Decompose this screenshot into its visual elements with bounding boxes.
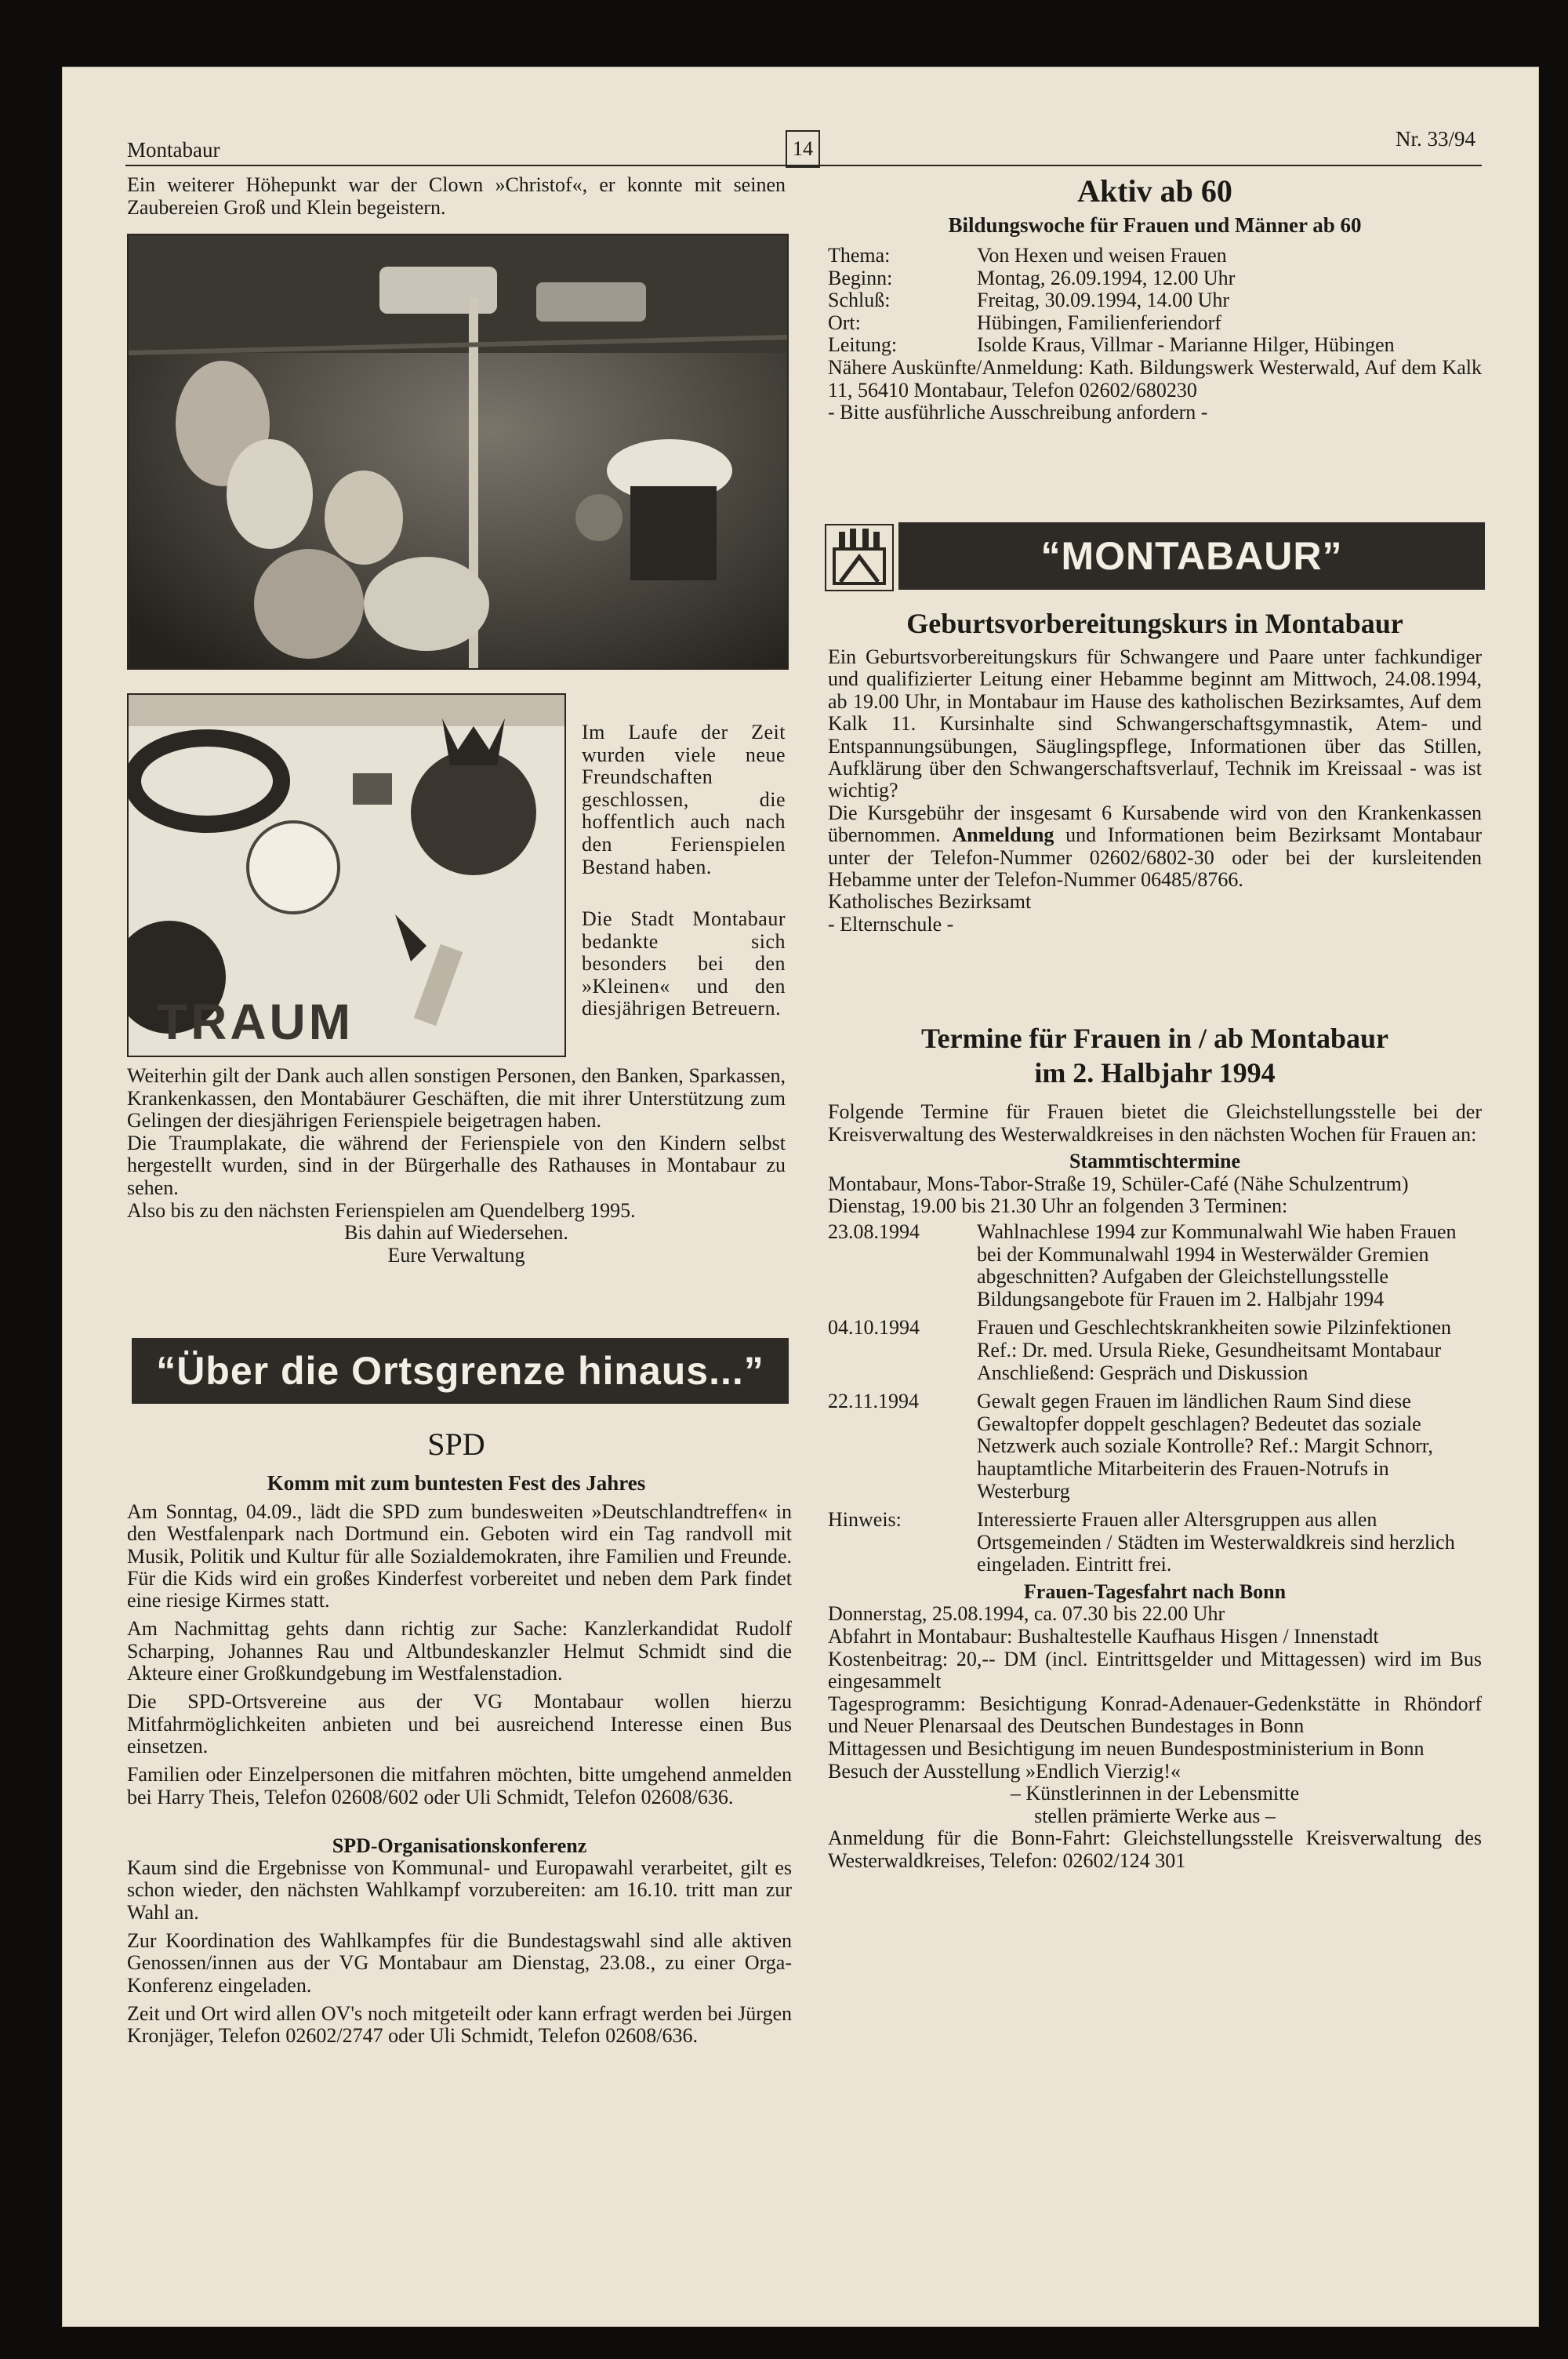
friendships-text: Im Laufe der Zeit wurden viele neue Freundschaften geschlossen, die hoffentlich auch nach den Ferienspielen Bestand haben.: [582, 721, 786, 878]
aktiv-note: - Bitte ausführliche Ausschreibung anfordern -: [828, 401, 1208, 424]
aktiv-heading: Aktiv ab 60: [1077, 173, 1232, 209]
left-body-1: [127, 1065, 786, 1267]
org-paragraph-1: Kaum sind die Ergebnisse von Kommunal- und Europawahl verarbeitet, gilt es schon wieder, den nächsten Wahlkampf vorzubereiten: am 16.10. tritt man zur Wahl an.: [127, 1856, 792, 1924]
spd-subheading: Komm mit zum buntesten Fest des Jahres: [267, 1471, 646, 1495]
schedule-row: 22.11.1994 Gewalt gegen Frauen im ländlichen Raum Sind diese Gewaltopfer doppelt geschlagen? Bedeutet das soziale Netzwerk auch soziale Kontrolle? Ref.: Margit Schnorr, hauptamtliche Mitarbeiterin des Frauen-Notrufs in Westerburg: [828, 1390, 1433, 1503]
thanks-paragraph: Weiterhin gilt der Dank auch allen sonstigen Personen, den Banken, Sparkassen, Krankenkassen, den Montabäurer Geschäften, die mit ihrer Unterstützung zum Gelingen der diesjährigen Ferienspiele beigetragen haben.: [127, 1064, 786, 1132]
geburt-sender: Katholisches Bezirksamt: [828, 890, 1032, 914]
montabaur-banner: “MONTABAUR”: [898, 522, 1485, 590]
schedule-row: Hinweis: Interessierte Frauen aller Altersgruppen aus allen Ortsgemeinden / Städten im Westerwaldkreis sind herzlich eingeladen. Eintritt frei.: [828, 1508, 1455, 1576]
bonn-heading: Frauen-Tagesfahrt nach Bonn: [1023, 1579, 1287, 1603]
aktiv-row: Ort: Hübingen, Familienferiendorf: [828, 311, 1221, 334]
spd-paragraph-3: Die SPD-Ortsvereine aus der VG Montabaur wollen hierzu Mitfahrmöglichkeiten anbieten und bei ausreichend Interesse einen Bus einsetzen.: [127, 1690, 792, 1757]
termine-article: [828, 1101, 1482, 1873]
children-clown-photo: [127, 234, 789, 670]
montabaur-emblem: [825, 524, 894, 591]
org-paragraph-3: Zeit und Ort wird allen OV's noch mitgeteilt oder kann erfragt werden bei Jürgen Kronjäger, Telefon 02602/2747 oder Uli Schmidt, Telefon 02608/636.: [127, 2001, 792, 2048]
geburt-school: - Elternschule -: [828, 912, 954, 936]
schedule-row: 04.10.1994 Frauen und Geschlechtskrankheiten sowie Pilzinfektionen Ref.: Dr. med. Ursula Rieke, Gesundheitsamt Montabaur Anschließend: Gespräch und Diskussion: [828, 1316, 1452, 1384]
spd-heading: SPD: [427, 1427, 485, 1462]
bonn-lunch: Mittagessen und Besichtigung im neuen Bundespostministerium in Bonn: [828, 1737, 1425, 1761]
spd-paragraph-4: Familien oder Einzelpersonen die mitfahren möchten, bitte umgehend anmelden bei Harry Theis, Telefon 02608/602 oder Uli Schmidt, Telefon 02608/636.: [127, 1763, 792, 1808]
bonn-exhibition: Besuch der Ausstellung »Endlich Vierzig!«: [828, 1759, 1181, 1783]
aktiv-row: Thema: Von Hexen und weisen Frauen: [828, 244, 1227, 267]
bonn-registration: Anmeldung für die Bonn-Fahrt: Gleichstellungsstelle Kreisverwaltung des Westerwaldkreises, Telefon: 02602/124 301: [828, 1826, 1482, 1872]
next-year-paragraph: Also bis zu den nächsten Ferienspielen am Quendelberg 1995.: [127, 1198, 636, 1222]
spd-article: [127, 1501, 792, 2048]
org-paragraph-2: Zur Koordination des Wahlkampfes für die Bundestagswahl sind alle aktiven Genossen/innen aus der VG Montabaur am Dienstag, 23.08., zu einer Orga-Konferenz eingeladen.: [127, 1929, 792, 1997]
spd-paragraph-2: Am Nachmittag gehts dann richtig zur Sache: Kanzlerkandidat Rudolf Scharping, Johannes Rau und Altbundeskanzler Helmut Schmidt sind die Akteure einer Großkundgebung im Westfalenstadion.: [127, 1617, 792, 1685]
geburt-paragraph-1: Ein Geburtsvorbereitungskurs für Schwangere und Paare unter fachkundiger und qualifizierter Leitung einer Hebamme beginnt am Mittwoch, 24.08.1994, ab 19.00 Uhr, in Montabaur im Hause des katholischen Bezirksamtes, Auf dem Kalk 11. Kursinhalte sind Schwangerschaftsgymnastik, Atem- und Entspannungsübungen, Säuglingspflege, Informationen über das Stillen, Aufklärung über den Schwangerschaftsverlauf, Technik im Kreissaal - was ist wichtig?: [828, 645, 1482, 802]
poster-lettering: TRAUM: [157, 994, 354, 1050]
clown-intro: Ein weiterer Höhepunkt war der Clown »Christof«, er konnte mit seinen Zaubereien Groß und Klein begeistern.: [127, 173, 786, 219]
bonn-date: Donnerstag, 25.08.1994, ca. 07.30 bis 22.00 Uhr: [828, 1602, 1225, 1626]
aktiv-row: Schluß: Freitag, 30.09.1994, 14.00 Uhr: [828, 289, 1230, 312]
geburt-paragraph-2: Die Kursgebühr der insgesamt 6 Kursabende wird von den Krankenkassen übernommen. Anmeldung und Informationen beim Bezirksamt Montabaur unter der Telefon-Nummer 02602/6802-30 oder bei der kursleitenden Hebamme unter der Telefon-Nummer 06485/8766.: [828, 801, 1483, 892]
stammtisch-time: Dienstag, 19.00 bis 21.30 Uhr an folgenden 3 Terminen:: [828, 1194, 1288, 1218]
schedule-row: 23.08.1994 Wahlnachlese 1994 zur Kommunalwahl Wie haben Frauen bei der Kommunalwahl 1994 in Westerwälder Gremien abgeschnitten? Aufgaben der Gleichstellungsstelle Bildungsangebote für Frauen im 2. Halbjahr 1994: [828, 1219, 1457, 1310]
geburt-article: [828, 646, 1482, 936]
spd-paragraph-1: Am Sonntag, 04.09., lädt die SPD zum bundesweiten »Deutschlandtreffen« in den Westfalenpark nach Dortmund ein. Geboten wird ein Tag randvoll mit Musik, Politik und Kultur für alle Sozialdemokraten, ihre Familien und Freunde. Für die Kids wird ein großes Kinderfest vorbereitet und neben dem Park findet eine riesige Kirmes statt.: [127, 1500, 792, 1612]
signoff-line: Bis dahin auf Wiedersehen.: [344, 1221, 568, 1245]
photo-image: [129, 235, 787, 668]
geburt-heading: Geburtsvorbereitungskurs in Montabaur: [906, 608, 1403, 639]
thanks-kids-text: Die Stadt Montabaur bedankte sich besonders bei den »Kleinen« und den diesjährigen Betreuern.: [582, 907, 786, 1020]
termine-heading: Termine für Frauen in / ab Montabaur im 2. Halbjahr 1994: [920, 1023, 1389, 1089]
bonn-program: Tagesprogramm: Besichtigung Konrad-Adenauer-Gedenkstätte in Rhöndorf und Neuer Plenarsaal des Deutschen Bundestages in Bonn: [828, 1692, 1482, 1738]
bonn-departure: Abfahrt in Montabaur: Bushaltestelle Kaufhaus Hisgen / Innenstadt: [828, 1625, 1379, 1648]
org-conference-heading: SPD-Organisationskonferenz: [332, 1834, 587, 1857]
dream-poster-photo: [127, 693, 566, 1057]
dream-posters-paragraph: Die Traumplakate, die während der Ferienspiele von den Kindern selbst hergestellt wurden, sind in der Bürgerhalle des Rathauses in Montabaur zu sehen.: [127, 1131, 786, 1199]
aktiv-details: [828, 245, 1482, 424]
bonn-exhibition-sub-2: stellen prämierte Werke aus –: [1034, 1804, 1276, 1827]
bonn-cost: Kostenbeitrag: 20,-- DM (incl. Eintrittsgelder und Mittagessen) wird im Bus eingesammelt: [828, 1647, 1482, 1693]
aktiv-info: Nähere Auskünfte/Anmeldung: Kath. Bildungswerk Westerwald, Auf dem Kalk 11, 56410 Montabaur, Telefon 02602/680230: [828, 355, 1482, 402]
aktiv-row: Beginn: Montag, 26.09.1994, 12.00 Uhr: [828, 266, 1236, 289]
town-crest-icon: [826, 525, 892, 590]
bonn-exhibition-sub-1: – Künstlerinnen in der Lebensmitte: [1010, 1782, 1300, 1805]
aktiv-row: Leitung: Isolde Kraus, Villmar - Marianne Hilger, Hübingen: [828, 333, 1395, 357]
header-town: Montabaur: [127, 138, 220, 162]
aktiv-subheading: Bildungswoche für Frauen und Männer ab 60: [948, 213, 1362, 237]
stammtisch-heading: Stammtischtermine: [1069, 1150, 1241, 1173]
termine-intro: Folgende Termine für Frauen bietet die Gleichstellungsstelle bei der Kreisverwaltung des Westerwaldkreises in den nächsten Wochen für Frauen an:: [828, 1100, 1482, 1146]
signoff-signature: Eure Verwaltung: [387, 1243, 525, 1267]
issue-number: Nr. 33/94: [1396, 127, 1476, 151]
page-number: 14: [786, 130, 820, 168]
ortsgrenze-banner: “Über die Ortsgrenze hinaus...”: [132, 1338, 789, 1404]
stammtisch-location: Montabaur, Mons-Tabor-Straße 19, Schüler-Café (Nähe Schulzentrum): [828, 1172, 1409, 1195]
header-rule: [125, 165, 1482, 166]
